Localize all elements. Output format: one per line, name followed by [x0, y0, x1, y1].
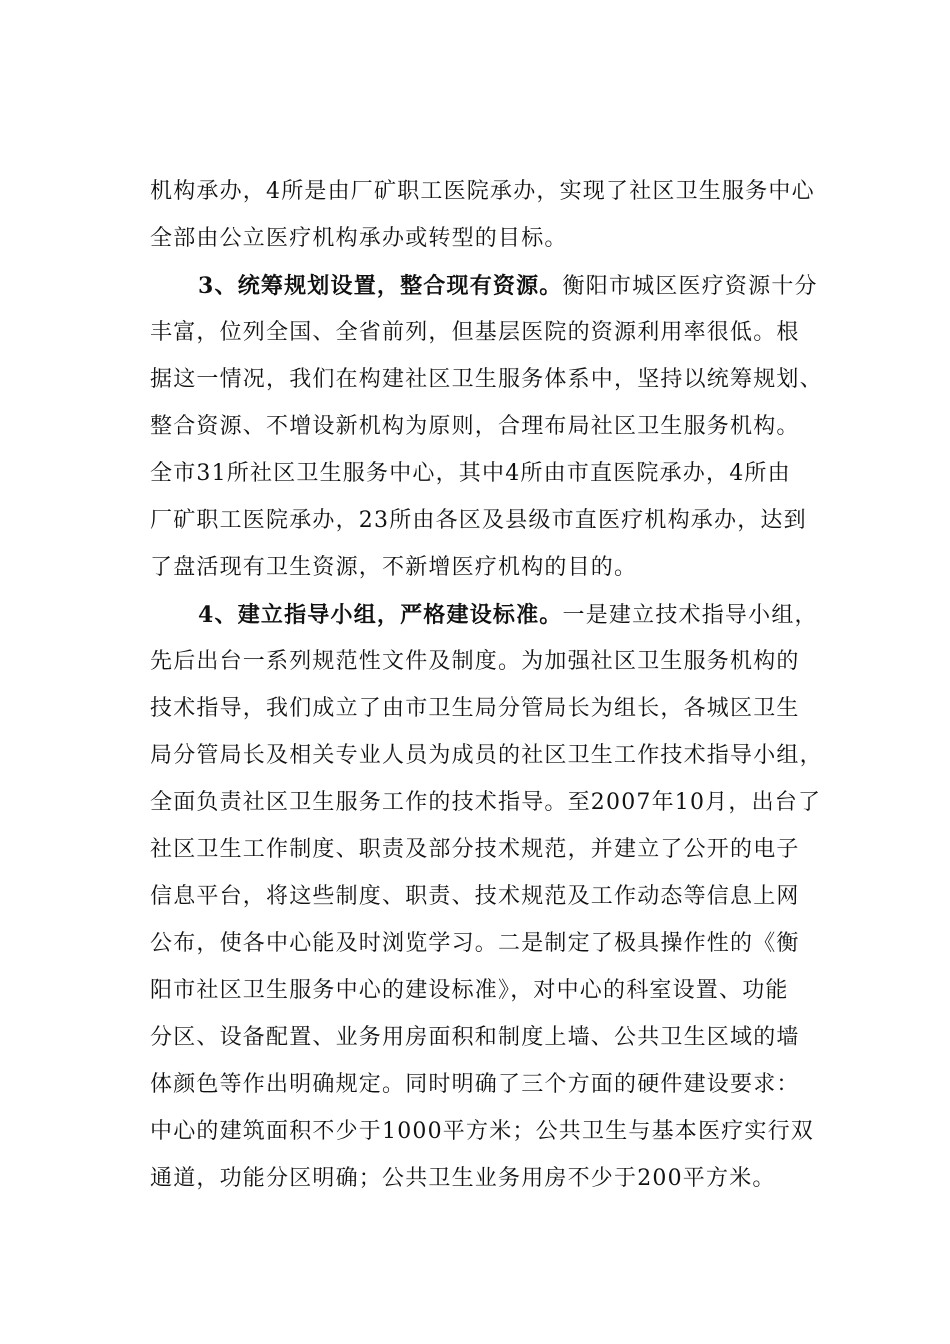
section-heading: 3、统筹规划设置，整合现有资源。 — [198, 273, 563, 299]
body-line — [150, 835, 800, 865]
body-line — [150, 506, 807, 536]
section-heading: 4、建立指导小组，严格建设标准。 — [198, 602, 563, 628]
line-text: 公布，使各中心能及时浏览学习。二是制定了极具操作性的《衡 — [150, 931, 800, 956]
body-line — [150, 976, 789, 1006]
line-text: 通道，功能分区明确；公共卫生业务用房不少于200平方米。 — [150, 1166, 776, 1191]
body-line — [150, 1117, 814, 1147]
body-line — [150, 224, 568, 254]
line-text: 据这一情况，我们在构建社区卫生服务体系中，坚持以统筹规划、 — [150, 367, 823, 392]
body-line — [150, 1164, 776, 1194]
body-line — [150, 553, 637, 583]
section-heading-line — [198, 600, 818, 631]
line-text: 技术指导，我们成立了由市卫生局分管局长为组长，各城区卫生 — [150, 696, 800, 721]
line-text: 丰富，位列全国、全省前列，但基层医院的资源利用率很低。根 — [150, 320, 800, 345]
line-text: 社区卫生工作制度、职责及部分技术规范，并建立了公开的电子 — [150, 837, 800, 862]
body-line — [150, 647, 800, 677]
line-text: 中心的建筑面积不少于1000平方米；公共卫生与基本医疗实行双 — [150, 1119, 814, 1144]
body-line — [150, 788, 821, 818]
line-text: 衡阳市城区医疗资源十分 — [562, 274, 818, 299]
line-text: 全部由公立医疗机构承办或转型的目标。 — [150, 226, 568, 251]
line-text: 先后出台一系列规范性文件及制度。为加强社区卫生服务机构的 — [150, 649, 800, 674]
body-line — [150, 882, 800, 912]
line-text: 机构承办，4所是由厂矿职工医院承办，实现了社区卫生服务中心 — [150, 179, 815, 204]
body-line — [150, 741, 823, 771]
body-line — [150, 694, 800, 724]
body-line — [150, 412, 800, 442]
line-text: 分区、设备配置、业务用房面积和制度上墙、公共卫生区域的墙 — [150, 1025, 800, 1050]
line-text: 了盘活现有卫生资源，不新增医疗机构的目的。 — [150, 555, 638, 580]
line-text: 整合资源、不增设新机构为原则，合理布局社区卫生服务机构。 — [150, 414, 800, 439]
line-text: 全市31所社区卫生服务中心，其中4所由市直医院承办，4所由 — [150, 461, 791, 486]
body-line — [150, 365, 823, 395]
line-text: 体颜色等作出明确规定。同时明确了三个方面的硬件建设要求： — [150, 1072, 800, 1097]
line-text: 信息平台，将这些制度、职责、技术规范及工作动态等信息上网 — [150, 884, 800, 909]
line-text: 局分管局长及相关专业人员为成员的社区卫生工作技术指导小组， — [150, 743, 823, 768]
body-line — [150, 177, 815, 207]
line-text: 一是建立技术指导小组， — [562, 603, 818, 628]
body-line — [150, 1023, 800, 1053]
body-line — [150, 1070, 800, 1100]
body-line — [150, 318, 800, 348]
body-line — [150, 929, 800, 959]
line-text: 全面负责社区卫生服务工作的技术指导。至2007年10月，出台了 — [150, 790, 822, 815]
body-line — [150, 459, 791, 489]
line-text: 阳市社区卫生服务中心的建设标准》，对中心的科室设置、功能 — [150, 978, 789, 1003]
line-text: 厂矿职工医院承办，23所由各区及县级市直医疗机构承办，达到 — [150, 508, 807, 533]
section-heading-line — [198, 271, 818, 302]
